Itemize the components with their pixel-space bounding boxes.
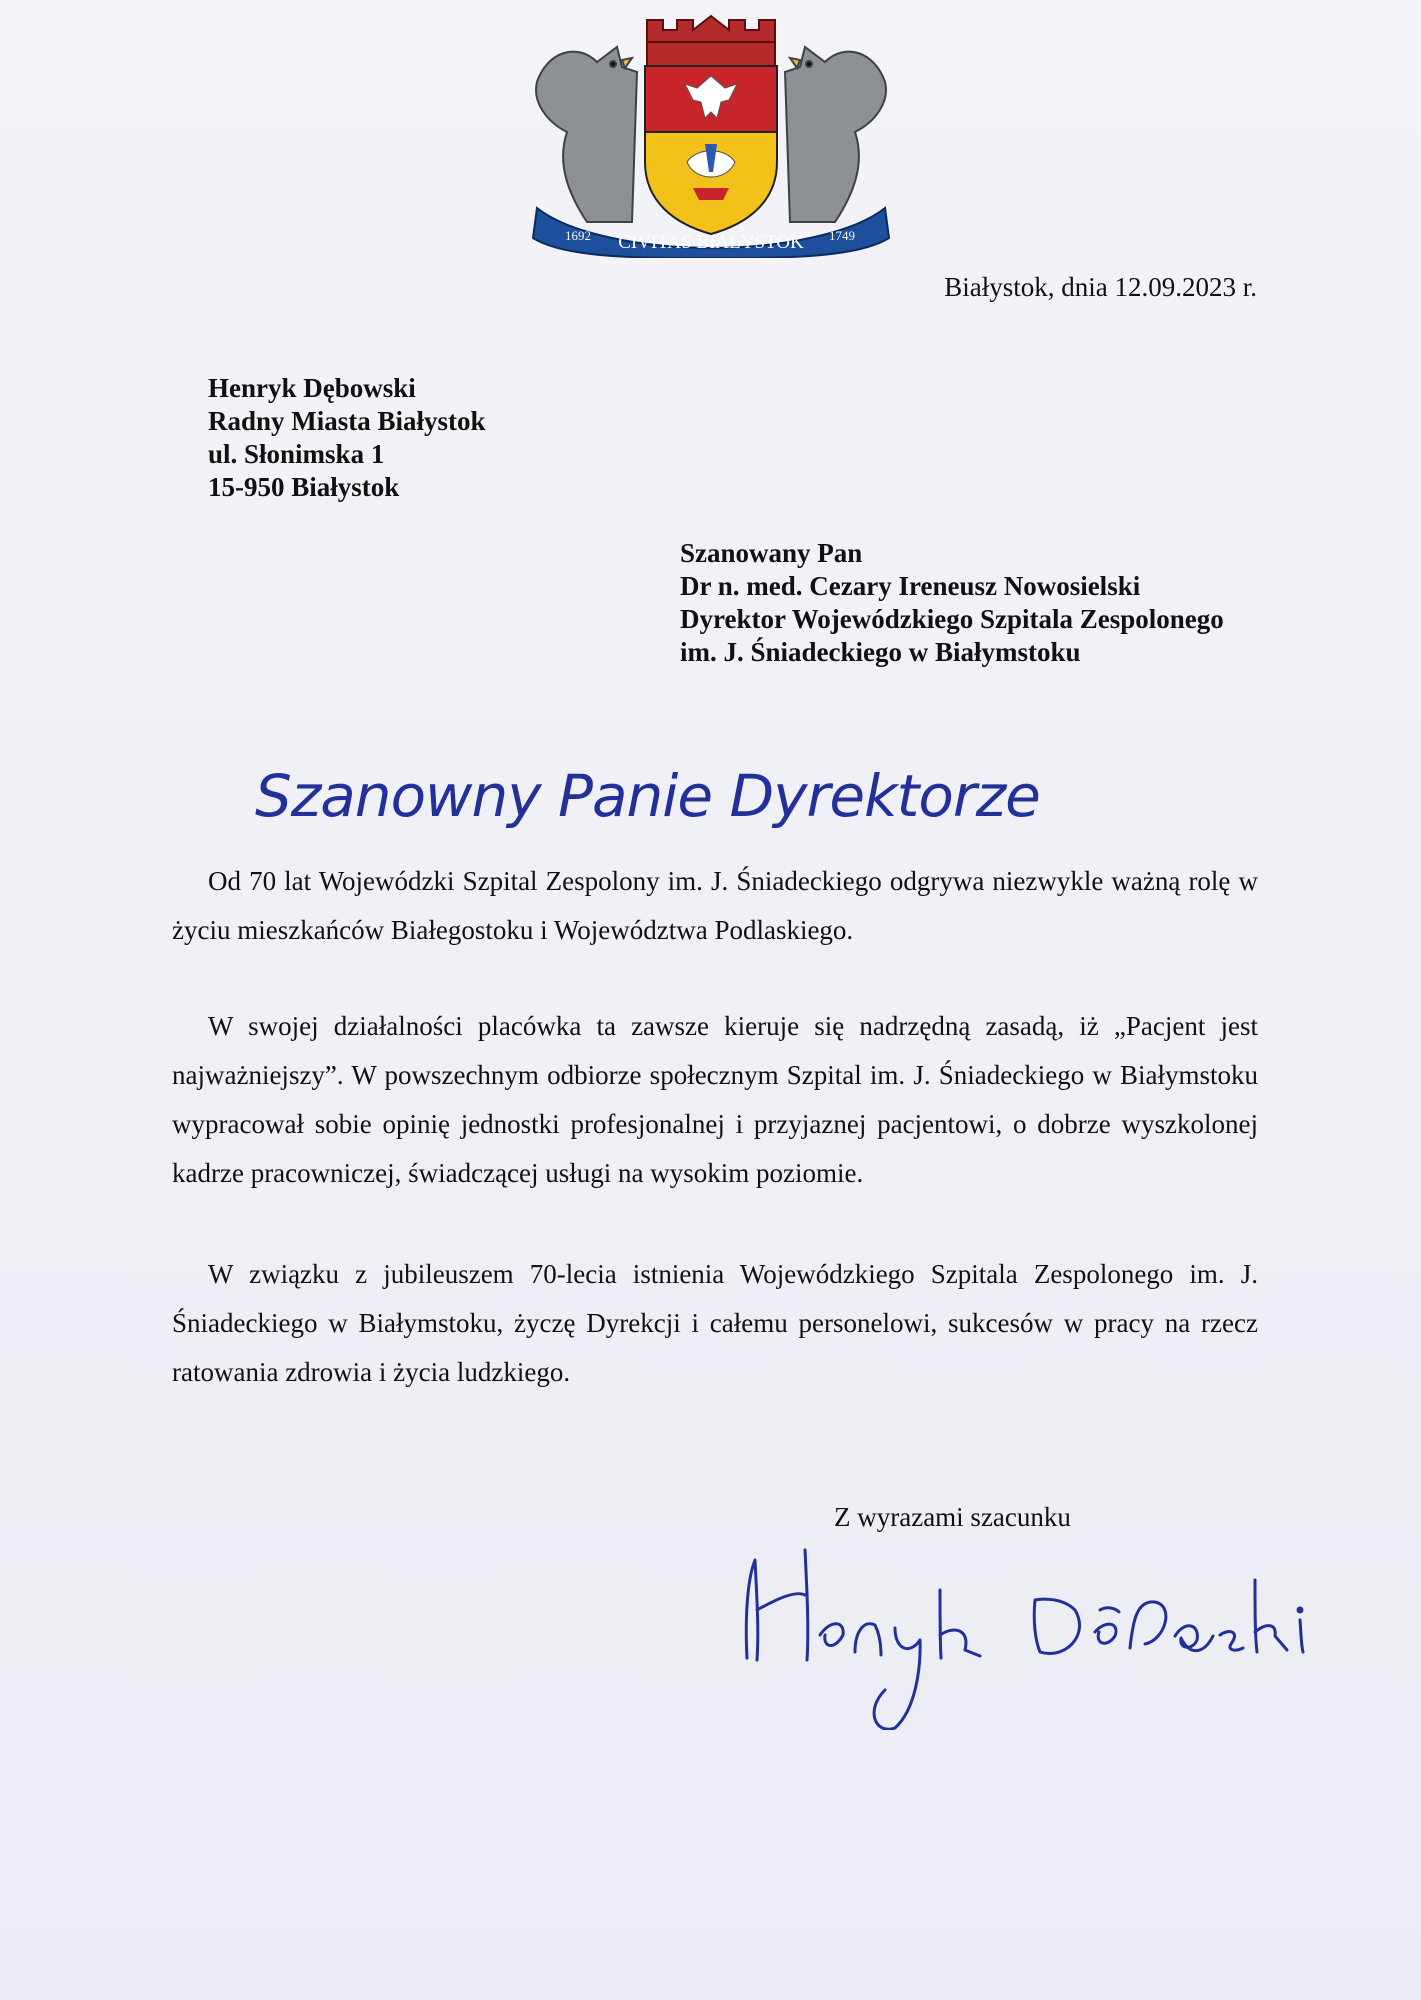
sender-street: ul. Słonimska 1 (208, 439, 385, 469)
recipient-block (680, 537, 1224, 669)
sender-title: Radny Miasta Białystok (208, 406, 486, 436)
crest-year-right: 1749 (829, 228, 855, 243)
right-griffin-icon (785, 47, 886, 222)
sender-city: 15-950 Białystok (208, 472, 400, 502)
recipient-name: Dr n. med. Cezary Ireneusz Nowosielski (680, 571, 1141, 601)
shield-icon (645, 66, 777, 234)
handwritten-salutation: Szanowny Panie Dyrektorze (255, 762, 1040, 830)
bialystok-coat-of-arms (527, 12, 895, 258)
paragraph-1: Od 70 lat Wojewódzki Szpital Zespolony im. J. Śniadeckiego odgrywa niezwykle ważną rolę w życiu mieszkańców Białegostoku i Województwa Podlaskiego. (172, 866, 1258, 945)
paragraph-2: W swojej działalności placówka ta zawsze kieruje się nadrzędną zasadą, iż „Pacjent jest najważniejszy”. W powszechnym odbiorze społecznym Szpital im. J. Śniadeckiego w Białymstoku wypracował sobie opinię jednostki profesjonalnej i przyjaznej pacjentowi, o dobrze wyszkolonej kadrze pracowniczej, świadczącej usługi na wysokim poziomie. (172, 1011, 1258, 1188)
left-griffin-icon (536, 47, 637, 222)
sender-block (208, 372, 486, 504)
letter-date: Białystok, dnia 12.09.2023 r. (944, 272, 1257, 302)
handwritten-signature (735, 1540, 1315, 1730)
closing-phrase: Z wyrazami szacunku (834, 1502, 1071, 1532)
crest-motto: CIVITAS BIAŁYSTOK (618, 232, 804, 253)
recipient-greeting: Szanowany Pan (680, 538, 863, 568)
recipient-position: Dyrektor Wojewódzkiego Szpitala Zespolonego (680, 604, 1224, 634)
mural-crown-icon (647, 16, 775, 66)
crest-year-left: 1692 (565, 228, 591, 243)
recipient-institution: im. J. Śniadeckiego w Białymstoku (680, 637, 1081, 667)
paragraph-3: W związku z jubileuszem 70-lecia istnienia Wojewódzkiego Szpitala Zespolonego im. J. Śniadeckiego w Białymstoku, życzę Dyrekcji i całemu personelowi, sukcesów w pracy na rzecz ratowania zdrowia i życia ludzkiego. (172, 1259, 1258, 1387)
sender-name: Henryk Dębowski (208, 373, 416, 403)
